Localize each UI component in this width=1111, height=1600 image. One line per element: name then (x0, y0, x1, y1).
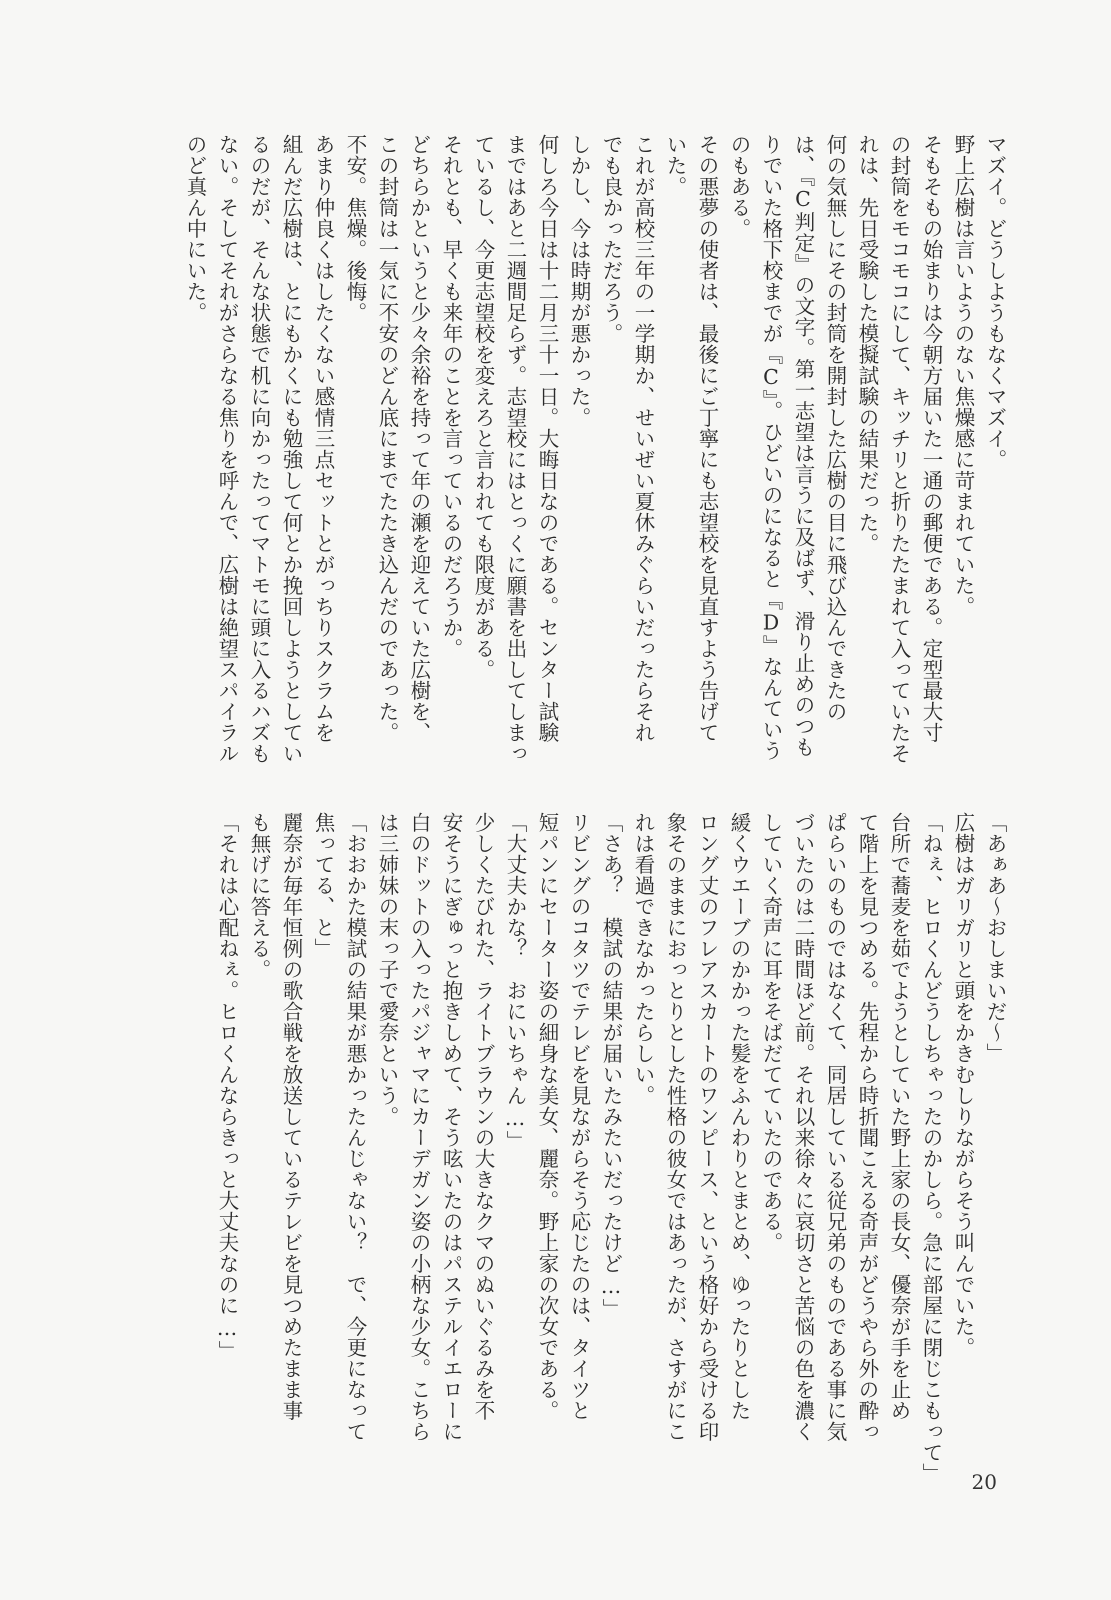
text-line: れは、先日受験した模擬試験の結果だった。 (855, 134, 879, 554)
text-line: ているし、今更志望校を変えろと言われても限度がある。 (471, 134, 495, 680)
page-number: 20 (971, 1470, 997, 1494)
text-line: は三姉妹の末っ子で愛奈という。 (375, 812, 399, 1127)
text-block-top (179, 134, 1011, 774)
text-line: ぱらいのものではなくて、同居している従兄弟のものである事に気 (823, 812, 847, 1442)
text-line: リビングのコタツでテレビを見ながらそう応じたのは、タイツと (567, 812, 591, 1421)
text-line: 短パンにセーター姿の細身な美女、麗奈。野上家の次女である。 (535, 812, 559, 1421)
text-line: るのだが、そんな状態で机に向かったってマトモに頭に入るハズも (247, 134, 271, 764)
text-line: 白のドットの入ったパジャマにカーデガン姿の小柄な少女。こちら (407, 812, 431, 1442)
text-line: 不安。焦燥。後悔。 (343, 134, 367, 323)
text-line: あまり仲良くはしたくない感情三点セットとがっちりスクラムを (311, 134, 335, 743)
text-line: この封筒は一気に不安のどん底にまでたたき込んだのであった。 (375, 134, 399, 743)
text-line: 麗奈が毎年恒例の歌合戦を放送しているテレビを見つめたまま事 (279, 812, 303, 1421)
text-line: これが高校三年の一学期か、せいぜい夏休みぐらいだったらそれ (631, 134, 655, 743)
text-line: まではあと二週間足らず。志望校にはとっくに願書を出してしまっ (503, 134, 527, 764)
text-line: 「さあ？ 模試の結果が届いたみたいだったけど…」 (599, 812, 623, 1320)
text-line: どちらかというと少々余裕を持って年の瀬を迎えていた広樹を、 (407, 134, 431, 743)
text-line: 安そうにぎゅっと抱きしめて、そう呟いたのはパステルイエローに (439, 812, 463, 1442)
text-line: ロング丈のフレアスカートのワンピース、という格好から受ける印 (695, 812, 719, 1442)
text-line: それとも、早くも来年のことを言っているのだろうか。 (439, 134, 463, 659)
text-line: も無げに答える。 (247, 812, 271, 980)
text-line: づいたのは二時間ほど前。それ以来徐々に哀切さと苦悩の色を濃く (791, 812, 815, 1442)
text-line: 「あぁあ〜おしまいだ〜」 (983, 812, 1007, 1064)
text-line: 「大丈夫かな？ おにいちゃん…」 (503, 812, 527, 1152)
text-line: その悪夢の使者は、最後にご丁寧にも志望校を見直すよう告げて (695, 134, 719, 743)
text-line: していく奇声に耳をそばだてていたのである。 (759, 812, 783, 1253)
text-line: いた。 (663, 134, 687, 197)
text-line: ない。そしてそれがさらなる焦りを呼んで、広樹は絶望スパイラル (215, 134, 239, 764)
text-line: 緩くウエーブのかかった髪をふんわりとまとめ、ゆったりとした (727, 812, 751, 1421)
text-line: しかし、今は時期が悪かった。 (567, 134, 591, 428)
text-line: りでいた格下校までが『C』。ひどいのになると『D』なんていう (759, 134, 783, 761)
text-line: の封筒をモコモコにして、キッチリと折りたたまれて入っていたそ (887, 134, 911, 764)
text-line: 台所で蕎麦を茹でようとしていた野上家の長女、優奈が手を止め (887, 812, 911, 1421)
text-line: は、『C判定』の文字。第一志望は言うに及ばず、滑り止めのつも (791, 134, 815, 758)
text-line: 組んだ広樹は、とにもかくにも勉強して何とか挽回しようとしてい (279, 134, 303, 764)
text-line: のもある。 (727, 134, 751, 239)
text-line: のど真ん中にいた。 (183, 134, 207, 323)
text-line: そもそもの始まりは今朝方届いた一通の郵便である。定型最大寸 (919, 134, 943, 743)
text-line: 広樹はガリガリと頭をかきむしりながらそう叫んでいた。 (951, 812, 975, 1358)
text-line: れは看過できなかったらしい。 (631, 812, 655, 1106)
text-line: 「おおかた模試の結果が悪かったんじゃない？ で、今更になって (343, 812, 367, 1442)
text-line: て階上を見つめる。先程から時折聞こえる奇声がどうやら外の酔っ (855, 812, 879, 1442)
text-line: 野上広樹は言いようのない焦燥感に苛まれていた。 (951, 134, 975, 617)
text-line: 何の気無しにその封筒を開封した広樹の目に飛び込んできたの (823, 134, 847, 722)
text-line: 「それは心配ねぇ。ヒロくんならきっと大丈夫なのに…」 (215, 812, 239, 1362)
text-line: でも良かっただろう。 (599, 134, 623, 344)
text-line: 少しくたびれた、ライトブラウンの大きなクマのぬいぐるみを不 (471, 812, 495, 1421)
text-line: 焦ってる、と」 (311, 812, 335, 959)
text-line: 「ねぇ、ヒロくんどうしちゃったのかしら。急に部屋に閉じこもって」 (919, 812, 943, 1484)
text-line: マズイ。どうしようもなくマズイ。 (983, 134, 1007, 470)
text-line: 象そのままにおっとりとした性格の彼女ではあったが、さすがにこ (663, 812, 687, 1442)
text-line: 何しろ今日は十二月三十一日。大晦日なのである。センター試験 (535, 134, 559, 743)
